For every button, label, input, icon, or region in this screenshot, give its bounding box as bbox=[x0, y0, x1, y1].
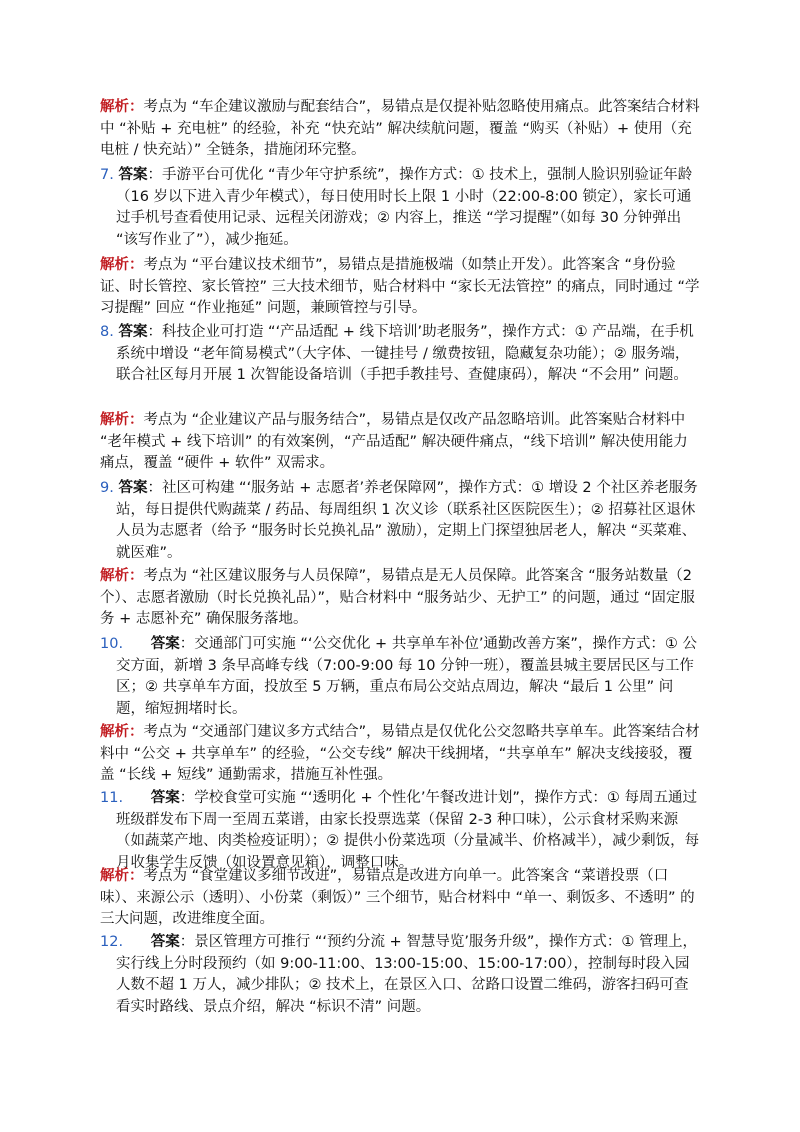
analysis-paragraph bbox=[100, 410, 700, 475]
analysis-text: 考点为 “社区建议服务与人员保障”，易错点是无人员保障。此答案含 “服务站数量（2 个）、志愿者激励（时长兑换礼品）”，贴合材料中 “服务站少、无护工” 的问题，通过 “固定服务 + 志愿补充” 确保服务落地。 bbox=[100, 568, 695, 627]
answer-text: 科技企业可打造 “‘产品适配 + 线下培训’助老服务”，操作方式：① 产品端，在手机系统中增设 “老年简易模式”（大字体、一键挂号 / 缴费按钮，隐藏复杂功能）；② 服务端，联合社区每月开展 1 次智能设备培训（手把手教挂号、查健康码），解决 “不会用” 问题。 bbox=[116, 324, 694, 383]
label-colon: ： bbox=[129, 257, 144, 273]
label-colon: ： bbox=[179, 934, 195, 950]
answer-paragraph-10 bbox=[100, 634, 700, 720]
label-colon: ： bbox=[129, 99, 144, 115]
analysis-text: 考点为 “企业建议产品与服务结合”，易错点是仅改产品忽略培训。此答案贴合材料中 “老年模式 + 线下培训” 的有效案例，“产品适配” 解决硬件痛点，“线下培训” 解决使用能力痛点，覆盖 “硬件 + 软件” 双需求。 bbox=[100, 412, 688, 471]
answer-paragraph-11 bbox=[100, 788, 700, 874]
analysis-text: 考点为 “食堂建议多细节改进”，易错点是改进方向单一。此答案含 “菜谱投票（口味）、来源公示（透明）、小份菜（剩饭）” 三个细节，贴合材料中 “单一、剩饭多、不透明” 的三大问题，改进维度全面。 bbox=[100, 868, 695, 927]
answer-number: 7. bbox=[100, 167, 114, 183]
analysis-paragraph bbox=[100, 255, 700, 320]
answer-label: 答案 bbox=[118, 167, 148, 183]
answer-paragraph-8 bbox=[100, 322, 700, 387]
analysis-paragraph bbox=[100, 722, 700, 787]
analysis-label: 解析 bbox=[100, 568, 129, 584]
answer-number: 11. bbox=[100, 790, 124, 806]
label-colon: ： bbox=[179, 636, 195, 652]
answer-label: 答案 bbox=[118, 480, 148, 496]
analysis-label: 解析 bbox=[100, 868, 129, 884]
label-colon: ： bbox=[129, 412, 144, 428]
analysis-label: 解析 bbox=[100, 724, 129, 740]
label-colon: ： bbox=[129, 868, 144, 884]
analysis-label: 解析 bbox=[100, 412, 129, 428]
analysis-text: 考点为 “平台建议技术细节”，易错点是措施极端（如禁止开发）。此答案含 “身份验证、时长管控、家长管控” 三大技术细节，贴合材料中 “家长无法管控” 的痛点，同时通过 “学习提醒” 回应 “作业拖延” 问题，兼顾管控与引导。 bbox=[100, 257, 700, 316]
analysis-text: 考点为 “车企建议激励与配套结合”，易错点是仅提补贴忽略使用痛点。此答案结合材料中 “补贴 + 充电桩” 的经验，补充 “快充站” 解决续航问题，覆盖 “购买（补贴）+ 使用（充电桩 / 快充站）” 全链条，措施闭环完整。 bbox=[100, 99, 700, 158]
answer-label: 答案 bbox=[150, 934, 180, 950]
label-colon: ： bbox=[147, 480, 162, 496]
answer-text: 手游平台可优化 “青少年守护系统”，操作方式：① 技术上，强制人脸识别验证年龄（16 岁以下进入青少年模式），每日使用时长上限 1 小时（22:00-8:00 锁定），家长可通过手机号查看使用记录、远程关闭游戏；② 内容上，推送 “学习提醒”（如每 30 分钟弹出 “该写作业了”），减少拖延。 bbox=[116, 167, 693, 248]
answer-number: 12. bbox=[100, 934, 124, 950]
answer-label: 答案 bbox=[150, 636, 180, 652]
answer-text: 学校食堂可实施 “‘透明化 + 个性化’午餐改进计划”，操作方式：① 每周五通过班级群发布下周一至周五菜谱，由家长投票选菜（保留 2-3 种口味），公示食材采购来源（如蔬菜产地、肉类检疫证明）；② 提供小份菜选项（分量减半、价格减半），减少剩饭，每月收集学生反馈（如设置意见箱），调整口味。 bbox=[116, 790, 700, 871]
answer-paragraph-12 bbox=[100, 932, 700, 1018]
answer-label: 答案 bbox=[150, 790, 180, 806]
analysis-label: 解析 bbox=[100, 99, 129, 115]
answer-number: 10. bbox=[100, 636, 124, 652]
analysis-paragraph bbox=[100, 97, 700, 162]
label-colon: ： bbox=[147, 167, 162, 183]
label-colon: ： bbox=[179, 790, 195, 806]
analysis-text: 考点为 “交通部门建议多方式结合”，易错点是仅优化公交忽略共享单车。此答案结合材料中 “公交 + 共享单车” 的经验，“公交专线” 解决干线拥堵，“共享单车” 解决支线接驳，覆盖 “长线 + 短线” 通勤需求，措施互补性强。 bbox=[100, 724, 700, 783]
analysis-paragraph bbox=[100, 566, 700, 631]
answer-number: 9. bbox=[100, 480, 114, 496]
answer-text: 交通部门可实施 “‘公交优化 + 共享单车补位’通勤改善方案”，操作方式：① 公交方面，新增 3 条早高峰专线（7:00-9:00 每 10 分钟一班），覆盖县城主要居民区与工作区；② 共享单车方面，投放至 5 万辆，重点布局公交站点周边，解决 “最后 1 公里” 问题，缩短拥堵时长。 bbox=[116, 636, 698, 717]
label-colon: ： bbox=[129, 568, 144, 584]
label-colon: ： bbox=[147, 324, 162, 340]
answer-number: 8. bbox=[100, 324, 114, 340]
analysis-paragraph bbox=[100, 866, 700, 931]
answer-text: 景区管理方可推行 “‘预约分流 + 智慧导览’服务升级”，操作方式：① 管理上，实行线上分时段预约（如 9:00-11:00、13:00-15:00、15:00-17:00），控制每时段入园人数不超 1 万人，减少排队；② 技术上，在景区入口、岔路口设置二维码，游客扫码可查看实时路线、景点介绍，解决 “标识不清” 问题。 bbox=[116, 934, 698, 1015]
answer-paragraph-7 bbox=[100, 165, 700, 251]
answer-paragraph-9 bbox=[100, 478, 700, 564]
answer-label: 答案 bbox=[118, 324, 148, 340]
answer-text: 社区可构建 “‘服务站 + 志愿者’养老保障网”，操作方式：① 增设 2 个社区养老服务站，每日提供代购蔬菜 / 药品、每周组织 1 次义诊（联系社区医院医生）；② 招募社区退休人员为志愿者（给予 “服务时长兑换礼品” 激励），定期上门探望独居老人，解决 “买菜难、就医难”。 bbox=[116, 480, 698, 561]
analysis-label: 解析 bbox=[100, 257, 129, 273]
label-colon: ： bbox=[129, 724, 144, 740]
